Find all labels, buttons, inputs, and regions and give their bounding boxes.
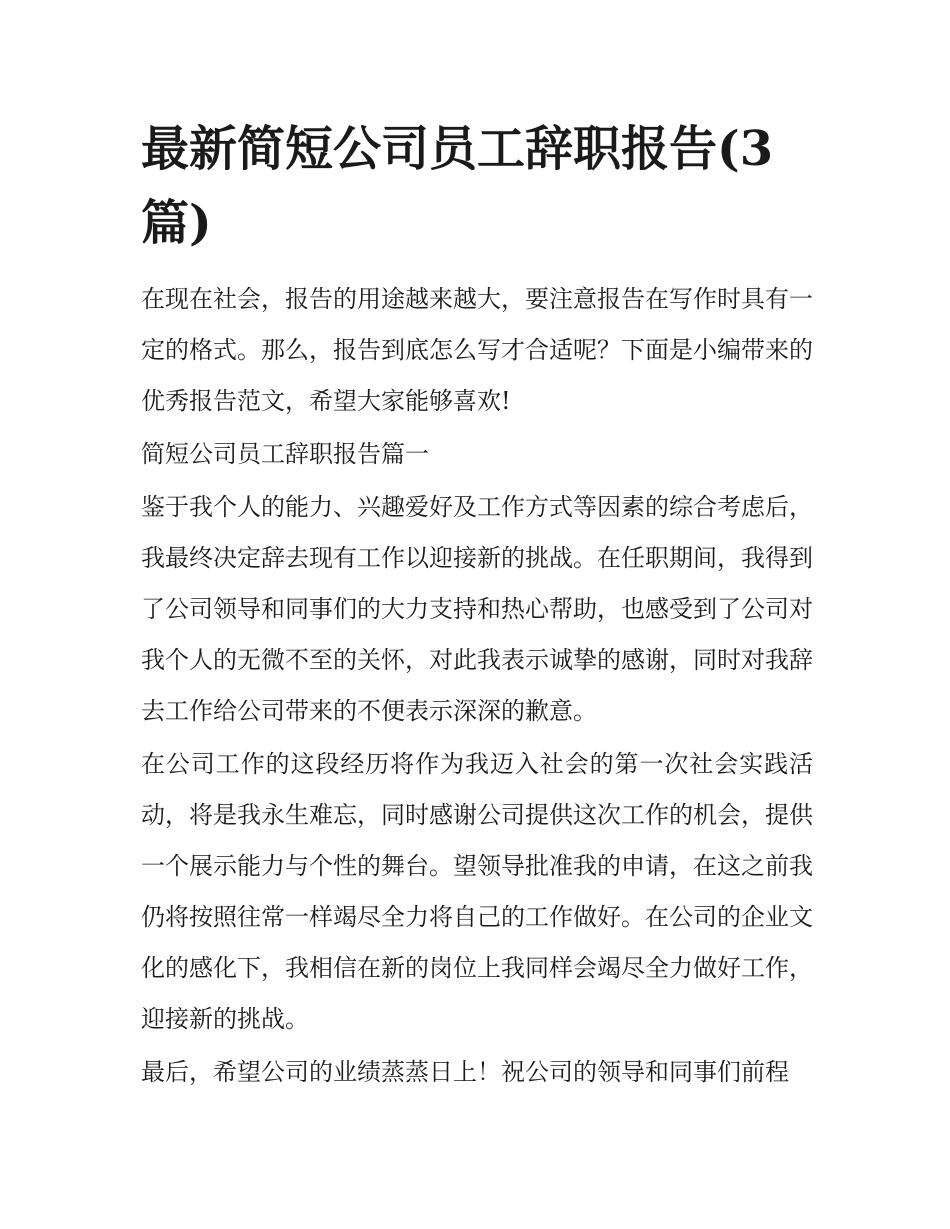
document-title: 最新简短公司员工辞职报告(3篇)	[141, 121, 774, 251]
body-paragraph-3: 最后，希望公司的业绩蒸蒸日上！祝公司的领导和同事们前程	[141, 1058, 789, 1086]
document-body	[141, 274, 813, 1098]
document-page	[141, 112, 813, 1100]
body-paragraph-1: 鉴于我个人的能力、兴趣爱好及工作方式等因素的综合考虑后，我最终决定辞去现有工作以迎接新的挑战。在任职期间，我得到了公司领导和同事们的大力支持和热心帮助，也感受到了公司对我个人的无微不至的关怀，对此我表示诚挚的感谢，同时对我辞去工作给公司带来的不便表示深深的歉意。	[141, 493, 813, 725]
body-paragraph-2: 在公司工作的这段经历将作为我迈入社会的第一次社会实践活动，将是我永生难忘，同时感谢公司提供这次工作的机会，提供一个展示能力与个性的舞台。望领导批准我的申请，在这之前我仍将按照往常一样竭尽全力将自己的工作做好。在公司的企业文化的感化下，我相信在新的岗位上我同样会竭尽全力做好工作，迎接新的挑战。	[141, 750, 813, 1033]
section-heading: 简短公司员工辞职报告篇一	[141, 440, 429, 468]
intro-paragraph: 在现在社会，报告的用途越来越大，要注意报告在写作时具有一定的格式。那么，报告到底怎么写才合适呢？下面是小编带来的优秀报告范文，希望大家能够喜欢!	[141, 285, 813, 415]
